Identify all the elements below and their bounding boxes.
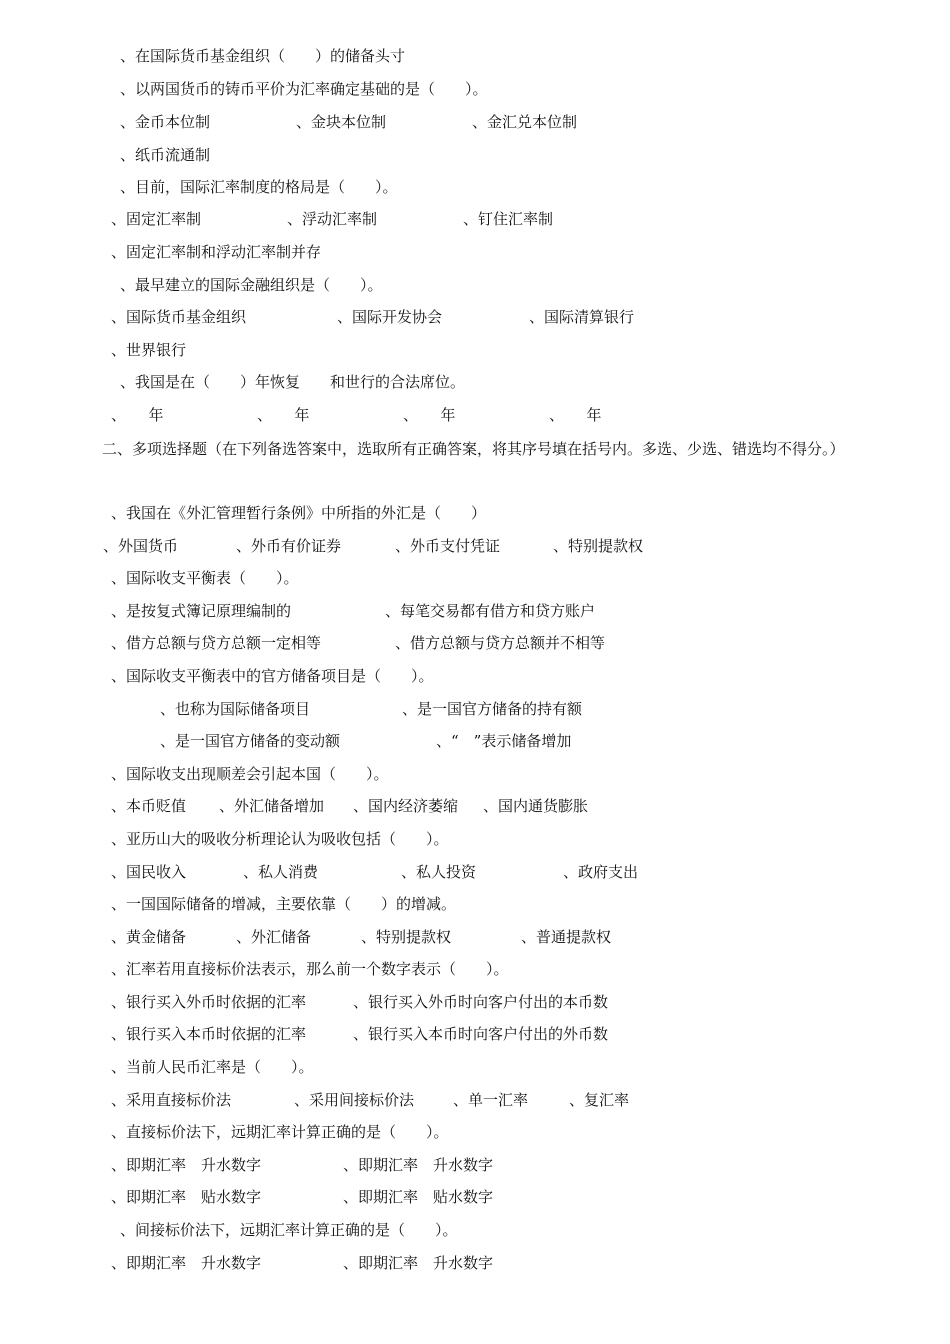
option-d: 、 年	[549, 406, 602, 424]
option-d: 、借方总额与贷方总额并不相等	[395, 634, 606, 652]
option-b: 、私人消费	[243, 863, 319, 881]
option-row	[160, 698, 860, 720]
option-row	[111, 1154, 811, 1176]
question-4: 、国际收支出现顺差会引起本国（ ）。	[111, 765, 389, 783]
option-row	[160, 730, 860, 752]
question-restore-seat: 、我国是在（ ）年恢复 和世行的合法席位。	[120, 373, 466, 391]
option-c: 、是一国官方储备的变动额	[160, 732, 341, 750]
option-d: 、政府支出	[563, 863, 639, 881]
option-a: 、固定汇率制	[111, 210, 202, 228]
option-row	[111, 861, 811, 883]
option-c: 、国际清算银行	[529, 308, 635, 326]
question-reserve-position: 、在国际货币基金组织（ ）的储备头寸	[120, 47, 406, 65]
question-5: 、亚历山大的吸收分析理论认为吸收包括（ ）。	[111, 830, 449, 848]
option-d: 、复汇率	[569, 1091, 630, 1109]
option-row	[103, 535, 803, 557]
option-a: 、银行买入外币时依据的汇率	[111, 993, 307, 1011]
option-d: 、固定汇率制和浮动汇率制并存	[111, 243, 322, 261]
question-9: 、直接标价法下，远期汇率计算正确的是（ ）。	[111, 1123, 449, 1141]
option-b: 、国际开发协会	[337, 308, 443, 326]
option-d: 、特别提款权	[553, 537, 644, 555]
question-7: 、汇率若用直接标价法表示，那么前一个数字表示（ ）。	[111, 960, 509, 978]
option-c: 、国内经济萎缩	[353, 797, 459, 815]
option-a: 、国际货币基金组织	[111, 308, 247, 326]
option-row	[111, 632, 811, 654]
option-a: 、即期汇率 升水数字	[111, 1156, 262, 1174]
option-a: 、采用直接标价法	[111, 1091, 232, 1109]
question-6: 、一国国际储备的增减，主要依靠（ ）的增减。	[111, 895, 457, 913]
question-mint-parity: 、以两国货币的铸币平价为汇率确定基础的是（ ）。	[120, 80, 488, 98]
question-2: 、国际收支平衡表（ ）。	[111, 569, 299, 587]
option-b: 、每笔交易都有借方和贷方账户	[385, 602, 596, 620]
option-row	[111, 404, 811, 426]
question-3: 、国际收支平衡表中的官方储备项目是（ ）。	[111, 667, 434, 685]
option-row	[111, 991, 811, 1013]
section-heading: 二、多项选择题（在下列备选答案中，选取所有正确答案，将其序号填在括号内。多选、少选、错选均不得分。）	[102, 440, 845, 458]
option-a: 、本币贬值	[111, 797, 187, 815]
option-c: 、单一汇率	[453, 1091, 529, 1109]
option-b: 、外汇储备	[236, 928, 312, 946]
option-c: 、银行买入本币时依据的汇率	[111, 1025, 307, 1043]
question-10: 、间接标价法下，远期汇率计算正确的是（ ）。	[120, 1221, 458, 1239]
option-b: 、即期汇率 升水数字	[343, 1156, 494, 1174]
option-a: 、国民收入	[111, 863, 187, 881]
option-a: 、外国货币	[103, 537, 179, 555]
option-row	[111, 306, 811, 328]
option-c: 、外币支付凭证	[395, 537, 501, 555]
option-d: 、银行买入本币时向客户付出的外币数	[353, 1025, 609, 1043]
option-c: 、私人投资	[401, 863, 477, 881]
option-d: 、“ ”表示储备增加	[436, 732, 572, 750]
question-8: 、当前人民币汇率是（ ）。	[111, 1058, 314, 1076]
option-row	[111, 600, 811, 622]
option-d: 、国内通货膨胀	[483, 797, 589, 815]
option-b: 、即期汇率 升水数字	[343, 1254, 494, 1272]
option-c: 、 年	[403, 406, 456, 424]
option-b: 、外币有价证券	[236, 537, 342, 555]
option-d: 、纸币流通制	[120, 146, 211, 164]
option-row	[120, 111, 820, 133]
question-current-regime: 、目前，国际汇率制度的格局是（ ）。	[120, 178, 398, 196]
option-d: 、即期汇率 贴水数字	[343, 1188, 494, 1206]
option-row	[111, 1186, 811, 1208]
question-1: 、我国在《外汇管理暂行条例》中所指的外汇是（ ）	[111, 504, 487, 522]
option-a: 、即期汇率 升水数字	[111, 1254, 262, 1272]
option-row	[111, 1089, 811, 1111]
option-b: 、外汇储备增加	[219, 797, 325, 815]
option-d: 、世界银行	[111, 341, 187, 359]
option-row	[111, 795, 811, 817]
option-c: 、金汇兑本位制	[472, 113, 578, 131]
option-c: 、钉住汇率制	[463, 210, 554, 228]
option-d: 、普通提款权	[521, 928, 612, 946]
option-c: 、借方总额与贷方总额一定相等	[111, 634, 322, 652]
option-b: 、浮动汇率制	[287, 210, 378, 228]
option-a: 、黄金储备	[111, 928, 187, 946]
option-row	[111, 926, 811, 948]
option-a: 、金币本位制	[120, 113, 211, 131]
option-b: 、银行买入外币时向客户付出的本币数	[353, 993, 609, 1011]
option-b: 、 年	[257, 406, 310, 424]
option-c: 、特别提款权	[361, 928, 452, 946]
option-row	[111, 208, 811, 230]
option-a: 、 年	[111, 406, 164, 424]
option-a: 、也称为国际储备项目	[160, 700, 311, 718]
option-row	[111, 1252, 811, 1274]
option-c: 、即期汇率 贴水数字	[111, 1188, 262, 1206]
option-b: 、金块本位制	[296, 113, 387, 131]
option-row	[111, 1023, 811, 1045]
option-a: 、是按复式簿记原理编制的	[111, 602, 292, 620]
option-b: 、采用间接标价法	[294, 1091, 415, 1109]
option-b: 、是一国官方储备的持有额	[402, 700, 583, 718]
question-earliest-org: 、最早建立的国际金融组织是（ ）。	[120, 276, 383, 294]
